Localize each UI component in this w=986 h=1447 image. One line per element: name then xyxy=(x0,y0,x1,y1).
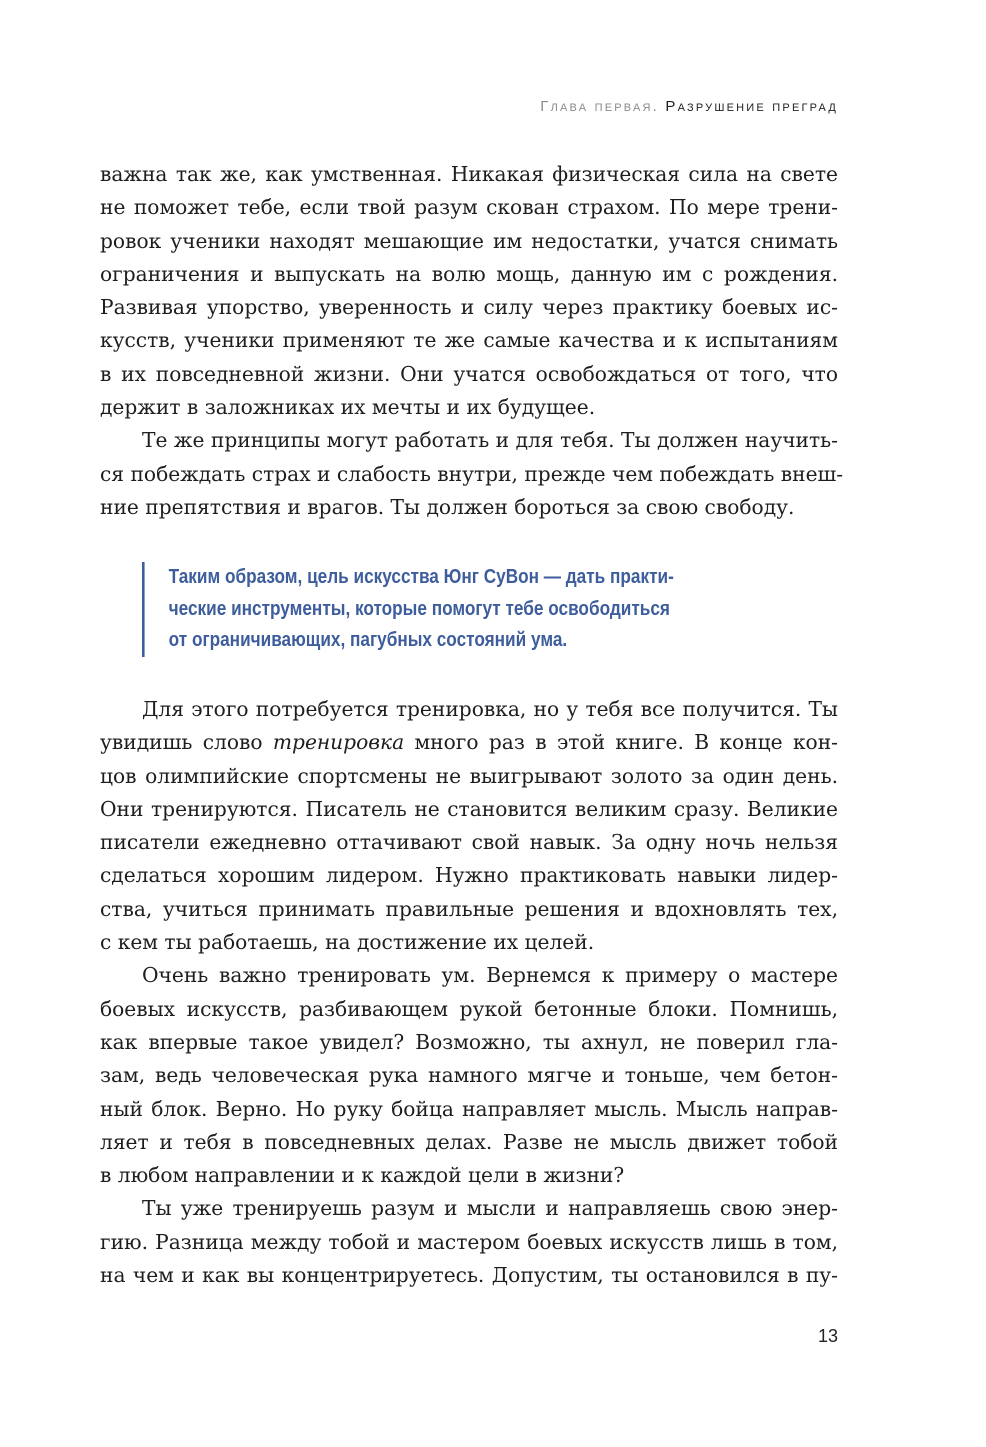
text-line: ляет и тебя в повседневных делах. Разве не мысль движет тобой xyxy=(100,1129,838,1154)
quote-line: ческие инструменты, которые помогут тебе освободиться xyxy=(168,597,670,620)
text-line: важна так же, как умственная. Никакая физическая сила на свете xyxy=(100,162,838,186)
paragraph-1 xyxy=(100,158,844,524)
chapter-label: Глава первая. xyxy=(540,98,660,115)
text-line: ние препятствия и врагов. Ты должен бороться за свою свободу. xyxy=(100,494,795,519)
text-line: сделаться хорошим лидером. Нужно практиковать навыки лидер- xyxy=(100,863,838,888)
text-line: Они тренируются. Писатель не становится великим сразу. Великие xyxy=(100,796,838,821)
text-line: зам, ведь человеческая рука намного мягче и тоньше, чем бетон- xyxy=(100,1063,838,1088)
italic-term: тренировка xyxy=(272,730,405,755)
text-line: ровок ученики находят мешающие им недостатки, учатся снимать xyxy=(100,228,838,253)
text-line: держит в заложниках их мечты и их будущее. xyxy=(100,395,596,420)
text-line: ся побеждать страх и слабость внутри, прежде чем побеждать внеш- xyxy=(100,461,844,486)
running-header xyxy=(540,98,838,115)
text-line: кусств, ученики применяют те же самые качества и к испытаниям xyxy=(100,328,838,353)
text-line: в их повседневной жизни. Они учатся освобождаться от того, что xyxy=(100,361,838,386)
text-line: с кем ты работаешь, на достижение их целей. xyxy=(100,930,595,955)
pull-quote xyxy=(142,562,728,657)
text-span: много раз в этой книге. В конце кон- xyxy=(404,730,838,755)
text-line: ный блок. Верно. Но руку бойца направляет мысль. Мысль направ- xyxy=(100,1096,838,1121)
text-line: ства, учиться принимать правильные решения и вдохновлять тех, xyxy=(100,896,838,921)
quote-line: Таким образом, цель искусства Юнг СуВон — дать практи- xyxy=(168,566,674,588)
text-line: гию. Разница между тобой и мастером боевых искусств лишь в том, xyxy=(100,1229,838,1254)
text-line: писатели ежедневно оттачивают свой навык. За одну ночь нельзя xyxy=(100,830,838,855)
text-line: цов олимпийские спортсмены не выигрывают золото за один день. xyxy=(100,763,838,788)
text-line: как впервые такое увидел? Возможно, ты ахнул, не поверил гла- xyxy=(100,1029,838,1054)
text-line: Те же принципы могут работать и для тебя. Ты должен научить- xyxy=(142,428,838,453)
quote-line: от ограничивающих, пагубных состояний ума. xyxy=(168,629,568,651)
text-line: на чем и как вы концентрируетесь. Допустим, ты остановился в пу- xyxy=(100,1263,838,1288)
text-line: боевых искусств, разбивающем рукой бетонные блоки. Помнишь, xyxy=(100,996,838,1021)
paragraph-3 xyxy=(100,693,838,1292)
text-line: Очень важно тренировать ум. Вернемся к примеру о мастере xyxy=(142,963,838,988)
text-line: в любом направлении и к каждой цели в жизни? xyxy=(100,1163,625,1188)
text-line: Развивая упорство, уверенность и силу через практику боевых ис- xyxy=(100,295,838,320)
text-line: ограничения и выпускать на волю мощь, данную им с рождения. xyxy=(100,261,838,286)
text-line xyxy=(100,726,838,759)
chapter-title: Разрушение преград xyxy=(665,98,838,115)
text-line: Ты уже тренируешь разум и мысли и направляешь свою энер- xyxy=(142,1196,838,1221)
text-span: увидишь слово xyxy=(100,730,273,755)
page-number: 13 xyxy=(817,1326,838,1346)
text-line: не поможет тебе, если твой разум скован страхом. По мере трени- xyxy=(100,195,838,220)
text-line: Для этого потребуется тренировка, но у тебя все получится. Ты xyxy=(142,697,838,721)
